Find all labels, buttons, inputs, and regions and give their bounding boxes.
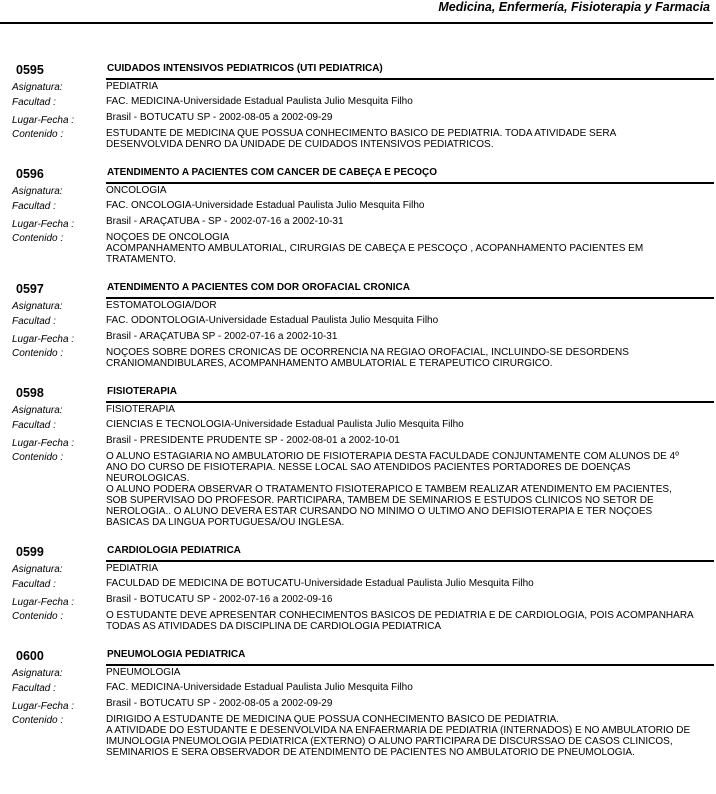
contenido-line: NEUROLOGICAS.: [106, 473, 190, 484]
course-title: CUIDADOS INTENSIVOS PEDIATRICOS (UTI PEDIATRICA): [107, 63, 383, 74]
contenido-line: TODAS AS ATIVIDADES DA DISCIPLINA DE CARDIOLOGIA PEDIATRICA: [106, 621, 442, 632]
asignatura-label: Asignatura:: [12, 186, 63, 197]
course-title: ATENDIMENTO A PACIENTES COM CANCER DE CABEÇA E PECOÇO: [107, 167, 438, 178]
entry-header: [0, 646, 716, 667]
asignatura-row: [0, 81, 716, 96]
contenido-row: [0, 610, 716, 646]
contenido-value: [106, 714, 712, 758]
asignatura-value: FISIOTERAPIA: [106, 404, 175, 415]
course-code: 0599: [16, 545, 44, 559]
contenido-line: DESENVOLVIDA DENRO DA UNIDADE DE CUIDADOS INTENSIVOS PEDIATRICOS.: [106, 139, 494, 150]
course-code: 0595: [16, 63, 44, 77]
contenido-line: O ALUNO PODERA OBSERVAR O TRATAMENTO FISIOTERAPICO E TAMBEM REALIZAR ATENDIMENTO EM PACIENTES,: [106, 484, 672, 495]
course-title: ATENDIMENTO A PACIENTES COM DOR OROFACIAL CRONICA: [107, 282, 410, 293]
contenido-row: [0, 232, 716, 279]
asignatura-label: Asignatura:: [12, 301, 63, 312]
facultad-label: Facultad :: [12, 420, 56, 431]
contenido-value: [106, 347, 712, 369]
contenido-line: TRATAMENTO.: [106, 254, 176, 265]
asignatura-value: PNEUMOLOGIA: [106, 667, 181, 678]
course-list: [0, 60, 716, 772]
lugar-fecha-label: Lugar-Fecha :: [12, 438, 75, 449]
asignatura-row: [0, 563, 716, 578]
contenido-label: Contenido :: [12, 715, 64, 726]
lugar-fecha-row: [0, 216, 716, 232]
title-rule: [106, 560, 714, 562]
course-entry: [0, 542, 716, 646]
asignatura-value: PEDIATRIA: [106, 81, 159, 92]
asignatura-label: Asignatura:: [12, 668, 63, 679]
asignatura-value: ESTOMATOLOGIA/DOR: [106, 300, 217, 311]
contenido-row: [0, 451, 716, 542]
lugar-fecha-label: Lugar-Fecha :: [12, 115, 75, 126]
facultad-label: Facultad :: [12, 579, 56, 590]
contenido-line: ACOMPANHAMENTO AMBULATORIAL, CIRURGIAS DE CABEÇA E PESCOÇO , ACOPANHAMENTO PACIENTES EM: [106, 243, 644, 254]
contenido-row: [0, 128, 716, 164]
contenido-line: SOB SUPERVISAO DO PROFESOR. PARTICIPARA, TAMBEM DE SEMINARIOS E ESTUDOS CLINICOS NO SETOR DE: [106, 495, 654, 506]
course-entry: [0, 60, 716, 164]
contenido-line: O ESTUDANTE DEVE APRESENTAR CONHECIMENTOS BASICOS DE PEDIATRIA E DE CARDIOLOGIA, POIS ACOMPANHARA: [106, 610, 694, 621]
entry-header: [0, 164, 716, 185]
facultad-label: Facultad :: [12, 201, 56, 212]
course-code: 0597: [16, 282, 44, 296]
title-rule: [106, 401, 714, 403]
entry-header: [0, 60, 716, 81]
contenido-line: NOÇOES DE ONCOLOGIA: [106, 232, 230, 243]
contenido-line: BASICAS DA LINGUA PORTUGUESA/OU INGLESA.: [106, 517, 345, 528]
course-title: PNEUMOLOGIA PEDIATRICA: [107, 649, 246, 660]
contenido-row: [0, 714, 716, 772]
facultad-value: FAC. MEDICINA-Universidade Estadual Paulista Julio Mesquita Filho: [106, 96, 413, 107]
lugar-fecha-value: Brasil - ARAÇATUBA SP - 2002-07-16 a 2002-10-31: [106, 331, 338, 342]
contenido-line: IMUNOLOGIA PNEUMOLOGIA PEDIATRICA (EXTERNO) O ALUNO PARTICIPARA DE DISCURSSAO DE CASOS CLINICOS,: [106, 736, 673, 747]
contenido-row: [0, 347, 716, 383]
facultad-value: CIENCIAS E TECNOLOGIA-Universidade Estadual Paulista Julio Mesquita Filho: [106, 419, 464, 430]
title-rule: [106, 664, 714, 666]
lugar-fecha-row: [0, 435, 716, 451]
lugar-fecha-value: Brasil - ARAÇATUBA - SP - 2002-07-16 a 2002-10-31: [106, 216, 344, 227]
contenido-line: NEROLOGIA.. O ALUNO DEVERA ESTAR CURSANDO NO MINIMO O ULTIMO ANO DEFISIOTERAPIA E TER NOÇOES: [106, 506, 653, 517]
course-title: CARDIOLOGIA PEDIATRICA: [107, 545, 241, 556]
asignatura-value: PEDIATRIA: [106, 563, 159, 574]
title-rule: [106, 182, 714, 184]
facultad-label: Facultad :: [12, 316, 56, 327]
contenido-line: ANO DO CURSO DE FISIOTERAPIA. NESSE LOCAL SAO ATENDIDOS PACIENTES PORTADORES DE DOENÇAS: [106, 462, 631, 473]
title-rule: [106, 78, 714, 80]
facultad-row: [0, 682, 716, 698]
facultad-row: [0, 96, 716, 112]
facultad-label: Facultad :: [12, 97, 56, 108]
course-entry: [0, 164, 716, 279]
lugar-fecha-value: Brasil - PRESIDENTE PRUDENTE SP - 2002-08-01 a 2002-10-01: [106, 435, 400, 446]
facultad-value: FAC. MEDICINA-Universidade Estadual Paulista Julio Mesquita Filho: [106, 682, 413, 693]
page-header: [0, 0, 713, 24]
course-code: 0596: [16, 167, 44, 181]
page-title: Medicina, Enfermería, Fisioterapia y Farmacia: [438, 0, 710, 14]
course-code: 0598: [16, 386, 44, 400]
contenido-label: Contenido :: [12, 129, 64, 140]
facultad-value: FACULDAD DE MEDICINA DE BOTUCATU-Universidade Estadual Paulista Julio Mesquita Filho: [106, 578, 534, 589]
asignatura-row: [0, 404, 716, 419]
asignatura-row: [0, 667, 716, 682]
contenido-label: Contenido :: [12, 452, 64, 463]
entry-header: [0, 542, 716, 563]
lugar-fecha-label: Lugar-Fecha :: [12, 219, 75, 230]
facultad-row: [0, 578, 716, 594]
contenido-value: [106, 128, 712, 150]
title-rule: [106, 297, 714, 299]
contenido-line: CRANIOMANDIBULARES, ACOMPANHAMENTO AMBULATORIAL E TERAPEUTICO CIRURGICO.: [106, 358, 553, 369]
contenido-line: SEMINARIOS E SERA OBSERVADOR DE ATENDIMENTO DE PACIENTES NO AMBULATORIO DE PNEUMOLOGIA.: [106, 747, 635, 758]
course-entry: [0, 383, 716, 542]
lugar-fecha-value: Brasil - BOTUCATU SP - 2002-08-05 a 2002-09-29: [106, 698, 333, 709]
lugar-fecha-row: [0, 331, 716, 347]
contenido-line: O ALUNO ESTAGIARIA NO AMBULATORIO DE FISIOTERAPIA DESTA FACULDADE CONJUNTAMENTE COM ALUNOS DE 4º: [106, 451, 679, 462]
contenido-label: Contenido :: [12, 233, 64, 244]
contenido-line: DIRIGIDO A ESTUDANTE DE MEDICINA QUE POSSUA CONHECIMENTO BASICO DE PEDIATRIA.: [106, 714, 560, 725]
lugar-fecha-value: Brasil - BOTUCATU SP - 2002-08-05 a 2002-09-29: [106, 112, 333, 123]
lugar-fecha-label: Lugar-Fecha :: [12, 597, 75, 608]
lugar-fecha-row: [0, 698, 716, 714]
asignatura-value: ONCOLOGIA: [106, 185, 167, 196]
contenido-value: [106, 232, 712, 265]
asignatura-row: [0, 300, 716, 315]
asignatura-row: [0, 185, 716, 200]
entry-header: [0, 383, 716, 404]
lugar-fecha-value: Brasil - BOTUCATU SP - 2002-07-16 a 2002-09-16: [106, 594, 333, 605]
course-title: FISIOTERAPIA: [107, 386, 178, 397]
facultad-row: [0, 419, 716, 435]
contenido-value: [106, 451, 712, 528]
contenido-line: ESTUDANTE DE MEDICINA QUE POSSUA CONHECIMENTO BASICO DE PEDIATRIA. TODA ATIVIDADE SERA: [106, 128, 617, 139]
asignatura-label: Asignatura:: [12, 405, 63, 416]
lugar-fecha-row: [0, 112, 716, 128]
entry-header: [0, 279, 716, 300]
facultad-value: FAC. ODONTOLOGIA-Universidade Estadual Paulista Julio Mesquita Filho: [106, 315, 439, 326]
course-entry: [0, 279, 716, 383]
lugar-fecha-row: [0, 594, 716, 610]
course-code: 0600: [16, 649, 44, 663]
facultad-row: [0, 315, 716, 331]
facultad-value: FAC. ONCOLOGIA-Universidade Estadual Paulista Julio Mesquita Filho: [106, 200, 425, 211]
course-entry: [0, 646, 716, 772]
facultad-label: Facultad :: [12, 683, 56, 694]
lugar-fecha-label: Lugar-Fecha :: [12, 701, 75, 712]
contenido-label: Contenido :: [12, 611, 64, 622]
asignatura-label: Asignatura:: [12, 564, 63, 575]
contenido-line: A ATIVIDADE DO ESTUDANTE E DESENVOLVIDA NA ENFAERMARIA DE PEDIATRIA (INTERNADOS) E NO AMBULATORIO DE: [106, 725, 691, 736]
lugar-fecha-label: Lugar-Fecha :: [12, 334, 75, 345]
facultad-row: [0, 200, 716, 216]
contenido-value: [106, 610, 712, 632]
asignatura-label: Asignatura:: [12, 82, 63, 93]
contenido-line: NOÇOES SOBRE DORES CRONICAS DE OCORRENCIA NA REGIAO OROFACIAL, INCLUINDO-SE DESORDENS: [106, 347, 629, 358]
contenido-label: Contenido :: [12, 348, 64, 359]
